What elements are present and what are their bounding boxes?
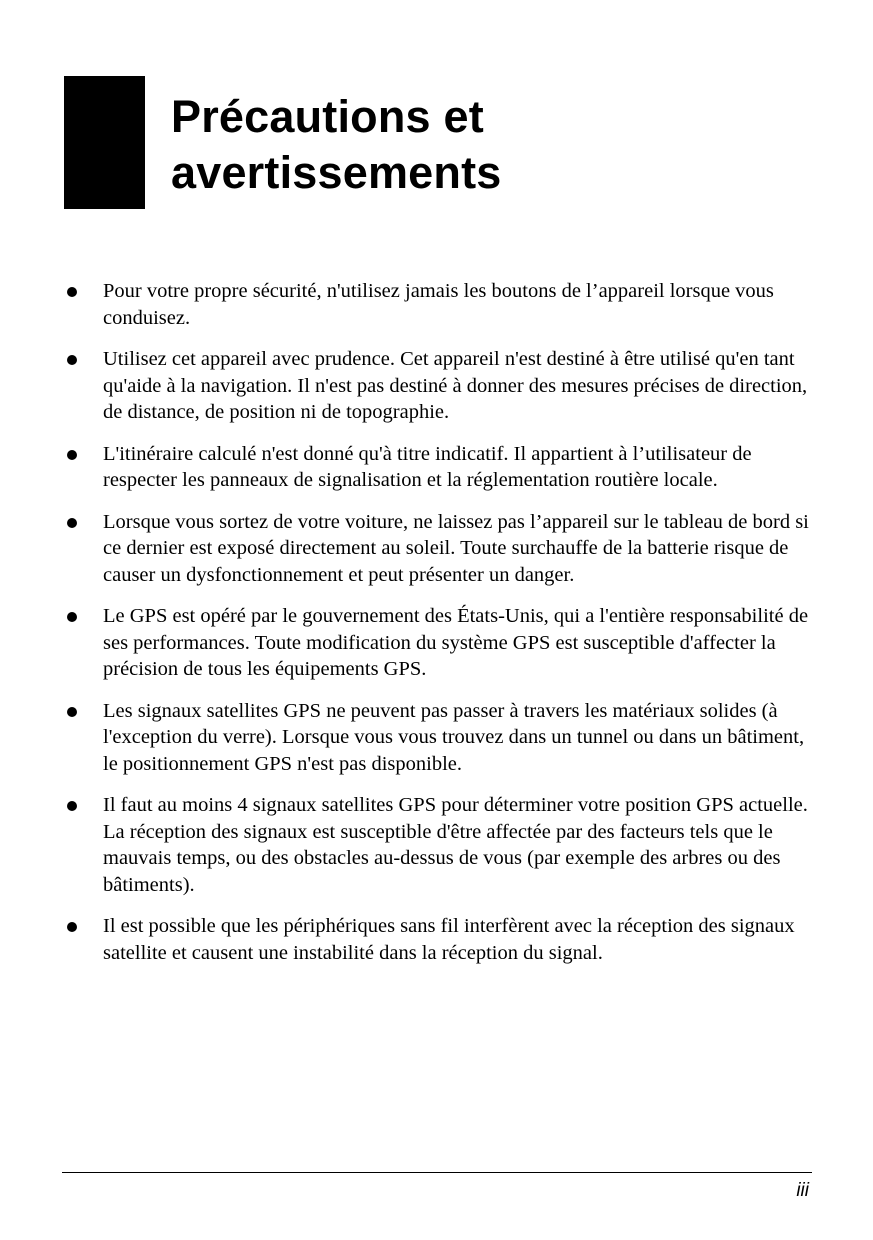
list-item (63, 698, 815, 778)
list-item-text: Les signaux satellites GPS ne peuvent pas passer à travers les matériaux solides (à l'exception du verre). Lorsque vous vous trouvez dans un tunnel ou dans un bâtiment, le positionnement GPS n'est pas disponible. (103, 699, 805, 775)
list-item (63, 346, 815, 426)
footer-divider (62, 1172, 812, 1173)
bullet-icon (67, 450, 77, 460)
chapter-marker-block (64, 76, 145, 209)
bullet-icon (67, 801, 77, 811)
page-title-line-1: Précautions et (171, 91, 484, 142)
precautions-list (63, 278, 815, 981)
bullet-icon (67, 287, 77, 297)
list-item-text: Utilisez cet appareil avec prudence. Cet appareil n'est destiné à être utilisé qu'en tant qu'aide à la navigation. Il n'est pas destiné à donner des mesures précises de direction, de distance, de position ni de topographie. (103, 348, 808, 423)
list-item-text: Il est possible que les périphériques sans fil interfèrent avec la réception des signaux satellite et causent une instabilité dans la réception du signal. (103, 915, 795, 964)
list-item-text: Pour votre propre sécurité, n'utilisez jamais les boutons de l’appareil lorsque vous conduisez. (103, 280, 774, 329)
bullet-icon (67, 355, 77, 365)
list-item (63, 278, 815, 331)
list-item-text: Il faut au moins 4 signaux satellites GPS pour déterminer votre position GPS actuelle. La réception des signaux est susceptible d'être affectée par des facteurs tels que le mauvais temps, ou des obstacles au-dessus de vous (par exemple des arbres ou des bâtiments). (103, 794, 808, 896)
bullet-icon (67, 612, 77, 622)
page-title-line-2: avertissements (171, 147, 502, 198)
page-title (171, 89, 502, 201)
list-item (63, 441, 815, 494)
list-item-text: Lorsque vous sortez de votre voiture, ne laissez pas l’appareil sur le tableau de bord si ce dernier est exposé directement au soleil. Toute surchauffe de la batterie risque de causer un dysfonctionnement et peut présenter un danger. (103, 510, 809, 586)
list-item-text: Le GPS est opéré par le gouvernement des États-Unis, qui a l'entière responsabilité de ses performances. Toute modification du système GPS est susceptible d'affecter la précision de tous les équipements GPS. (103, 605, 809, 680)
list-item (63, 603, 815, 683)
page-number: iii (796, 1180, 809, 1201)
bullet-icon (67, 707, 77, 717)
bullet-icon (67, 518, 77, 528)
list-item (63, 509, 815, 589)
list-item-text: L'itinéraire calculé n'est donné qu'à titre indicatif. Il appartient à l’utilisateur de respecter les panneaux de signalisation et la réglementation routière locale. (103, 442, 752, 491)
bullet-icon (67, 922, 77, 932)
list-item (63, 792, 815, 898)
list-item (63, 913, 815, 966)
